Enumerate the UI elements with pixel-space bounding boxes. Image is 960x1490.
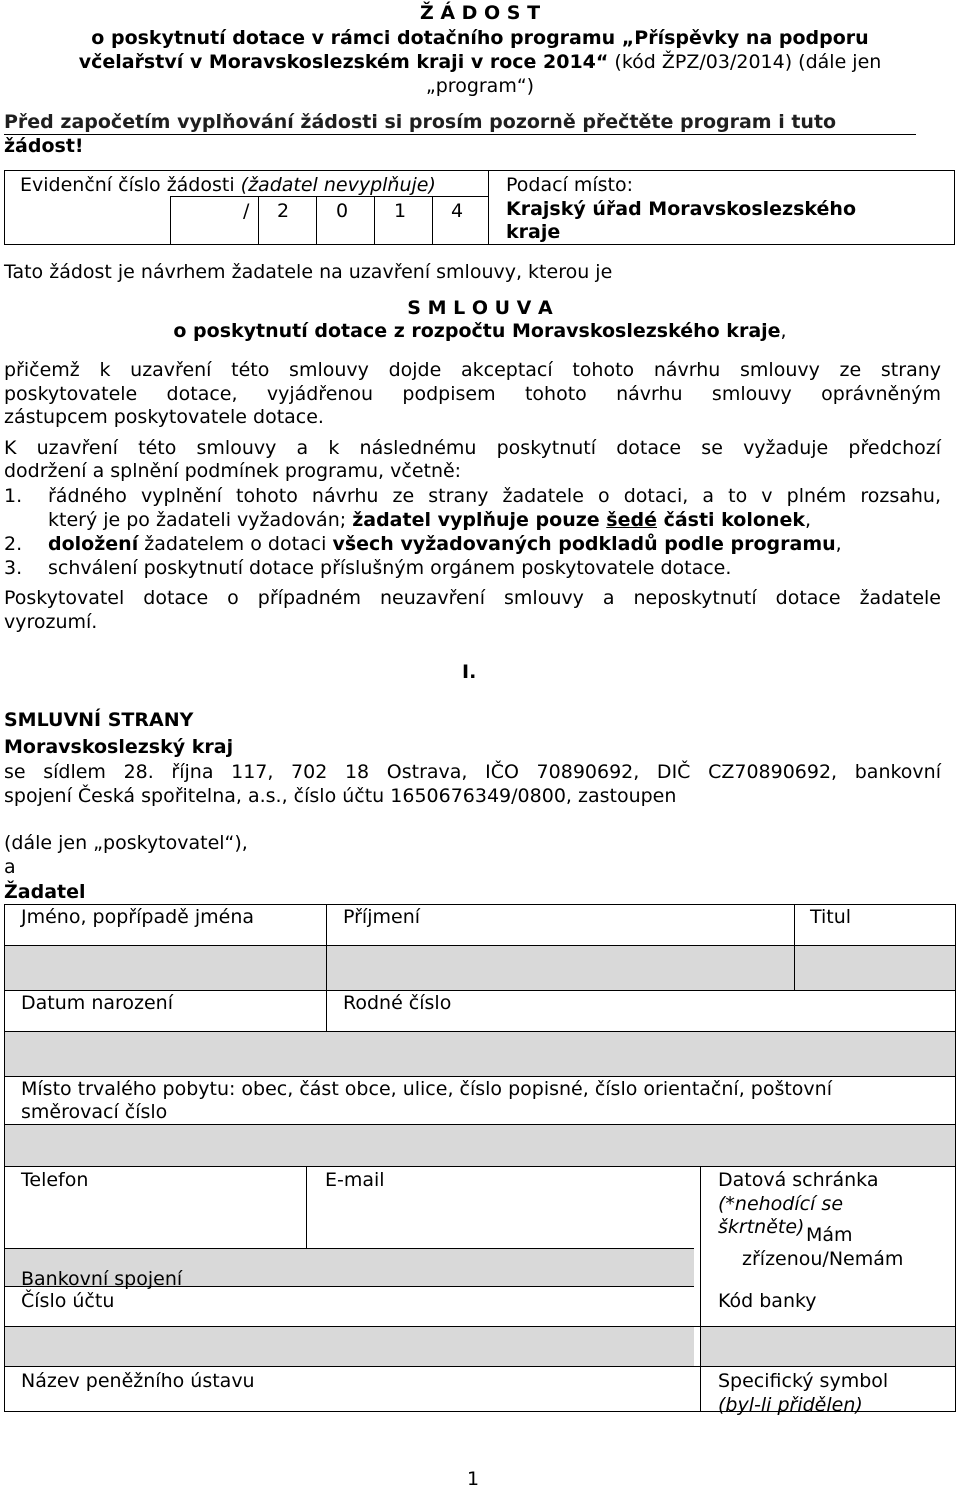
cell-border	[374, 196, 375, 245]
paragraph-2-line-2: dodržení a splnění podmínek programu, včetně:	[4, 460, 462, 482]
table-col-rule	[700, 1166, 701, 1411]
title-field[interactable]	[794, 945, 955, 990]
contract-title: S M L O U V A	[407, 297, 553, 319]
header-line-1: o poskytnutí dotace v rámci dotačního programu „Příspěvky na podporu	[91, 27, 869, 49]
contract-subtitle-comma: ,	[780, 320, 787, 342]
condition-1-emphasis: žadatel vyplňuje pouze	[352, 509, 607, 531]
first-name-label: Jméno, popřípadě jména	[21, 906, 255, 928]
header-program-code: (kód ŽPZ/03/2014) (dále jen	[608, 51, 882, 73]
cell-border	[316, 196, 317, 245]
registration-label-note: (žadatel nevyplňuje)	[240, 174, 436, 196]
specific-symbol-note-clip	[718, 1394, 948, 1416]
paragraph-1-line-1: přičemž k uzavření této smlouvy dojde akceptací tohoto návrhu smlouvy ze strany	[4, 359, 941, 381]
table-rule	[4, 1124, 955, 1125]
cell-border	[432, 196, 433, 245]
registration-cells-top	[170, 196, 488, 197]
submission-place-label: Podací místo:	[506, 174, 634, 196]
first-name-surname-field[interactable]	[4, 945, 794, 990]
bank-name-label: Název peněžního ústavu	[21, 1370, 255, 1392]
data-box-options: zřízenou/Nemám	[742, 1248, 904, 1270]
table-rule	[4, 1031, 955, 1032]
provider-address-line-1: se sídlem 28. října 117, 702 18 Ostrava, IČO 70890692, DIČ CZ70890692, bankovní	[4, 761, 941, 783]
header-line-2	[0, 51, 960, 73]
account-number-label: Číslo účtu	[21, 1290, 115, 1312]
submission-place-line-1: Krajský úřad Moravskoslezského	[506, 198, 856, 220]
registration-cell-year-1: 2	[277, 200, 290, 222]
header-program-name: včelařství v Moravskoslezském kraji v roce 2014“	[78, 51, 609, 73]
registration-cell-year-3: 1	[394, 200, 407, 222]
condition-2-plain: žadatelem o dotaci	[138, 533, 333, 555]
table-rule	[4, 1076, 955, 1077]
condition-2-comma: ,	[835, 533, 842, 555]
table-rule	[4, 1166, 955, 1167]
cell-border	[170, 196, 171, 245]
warning-line-1: Před započetím vyplňování žádosti si prosím pozorně přečtěte program i tuto	[4, 111, 837, 133]
birth-date-label: Datum narození	[21, 992, 173, 1014]
account-number-field[interactable]	[4, 1326, 694, 1366]
condition-2-bold-a: doložení	[48, 533, 139, 555]
condition-1-line-1: řádného vyplnění tohoto návrhu ze strany žadatele o dotaci, a to v plném rozsahu,	[48, 485, 941, 507]
applicant-heading: Žadatel	[4, 881, 86, 903]
residence-field[interactable]	[4, 1124, 955, 1166]
title-label: Titul	[810, 906, 852, 928]
registration-label-text: Evidenční číslo žádosti	[20, 174, 241, 196]
table-col-rule	[306, 1166, 307, 1248]
condition-1-line-2	[48, 509, 811, 531]
table-border	[955, 904, 956, 1412]
bank-code-label: Kód banky	[718, 1290, 817, 1312]
condition-1-emphasis-end: části kolonek	[656, 509, 805, 531]
bank-connection-clip	[21, 1268, 301, 1288]
section-heading: SMLUVNÍ STRANY	[4, 709, 194, 731]
page-number: 1	[467, 1468, 480, 1490]
table-col-rule	[326, 990, 327, 1031]
phone-label: Telefon	[21, 1169, 89, 1191]
data-box-note-cut: škrtněte)	[718, 1216, 805, 1238]
paragraph-1-line-3: zástupcem poskytovatele dotace.	[4, 406, 324, 428]
table-rule	[4, 1248, 694, 1249]
specific-symbol-note: (byl-li přidělen)	[718, 1394, 863, 1416]
table-col-rule	[326, 904, 327, 990]
cell-border	[258, 196, 259, 245]
table-rule	[4, 1366, 955, 1367]
table-rule	[4, 990, 955, 991]
registration-label	[20, 174, 436, 196]
registration-cell-year-4: 4	[451, 200, 464, 222]
intro-text: Tato žádost je návrhem žadatele na uzavření smlouvy, kterou je	[4, 261, 613, 283]
data-box-note: (*nehodící se	[718, 1193, 844, 1215]
submission-place-line-2: kraje	[506, 221, 561, 243]
section-number: I.	[462, 661, 477, 683]
condition-1-text: který je po žadateli vyžadován;	[48, 509, 353, 531]
surname-label: Příjmení	[343, 906, 421, 928]
warning-line-2: žádost!	[4, 135, 84, 157]
condition-3-text: schválení poskytnutí dotace příslušným orgánem poskytovatele dotace.	[48, 557, 732, 579]
condition-2-bold-b: všech vyžadovaných podkladů podle programu	[332, 533, 836, 555]
contract-subtitle-text: o poskytnutí dotace z rozpočtu Moravskoslezského kraje	[173, 320, 781, 342]
table-rule	[4, 1326, 955, 1327]
data-box-have-label: Mám	[806, 1224, 853, 1246]
condition-2-number: 2.	[4, 533, 23, 555]
paragraph-3-line-1: Poskytovatel dotace o případném neuzavření smlouvy a neposkytnutí dotace žadatele	[4, 587, 941, 609]
table-border	[4, 904, 955, 905]
table-col-rule	[794, 904, 795, 990]
residence-label-line-1: Místo trvalého pobytu: obec, část obce, ulice, číslo popisné, číslo orientační, poštovní	[21, 1078, 832, 1100]
data-box-note-clip	[718, 1193, 948, 1216]
condition-1-gray-word: šedé	[606, 509, 657, 531]
registration-divider	[488, 170, 489, 245]
birth-data-field[interactable]	[4, 1031, 955, 1076]
paragraph-2-line-1: K uzavření této smlouvy a k následnému poskytnutí dotace se vyžaduje předchozí	[4, 437, 941, 459]
email-label: E-mail	[325, 1169, 385, 1191]
provider-alias: (dále jen „poskytovatel“),	[4, 832, 248, 854]
registration-cell-slash: /	[243, 200, 250, 222]
registration-cell-year-2: 0	[336, 200, 349, 222]
form-title: Ž Á D O S T	[419, 2, 541, 24]
condition-1-number: 1.	[4, 485, 23, 507]
birth-number-label: Rodné číslo	[343, 992, 452, 1014]
provider-name: Moravskoslezský kraj	[4, 736, 234, 758]
provider-address-line-2: spojení Česká spořitelna, a.s., číslo účtu 1650676349/0800, zastoupen	[4, 785, 677, 807]
condition-3-number: 3.	[4, 557, 23, 579]
contract-subtitle	[0, 320, 960, 342]
condition-2-text	[48, 533, 842, 555]
specific-symbol-label: Specifický symbol	[718, 1370, 889, 1392]
header-line-3: „program“)	[425, 75, 535, 97]
data-box-options-clip	[740, 1248, 950, 1269]
paragraph-3-line-2: vyrozumí.	[4, 611, 98, 633]
paragraph-1-line-2: poskytovatele dotace, vyjádřenou podpisem tohoto návrhu smlouvy oprávněným	[4, 383, 941, 405]
residence-label-line-2: směrovací číslo	[21, 1101, 168, 1123]
table-border	[4, 904, 5, 1412]
warning-underline	[4, 134, 916, 135]
condition-1-comma: ,	[804, 509, 812, 531]
bank-code-field[interactable]	[700, 1326, 955, 1366]
data-box-label: Datová schránka	[718, 1169, 879, 1191]
bank-connection-label: Bankovní spojení	[21, 1268, 183, 1290]
table-rule	[4, 945, 955, 946]
and-conjunction: a	[4, 856, 16, 878]
